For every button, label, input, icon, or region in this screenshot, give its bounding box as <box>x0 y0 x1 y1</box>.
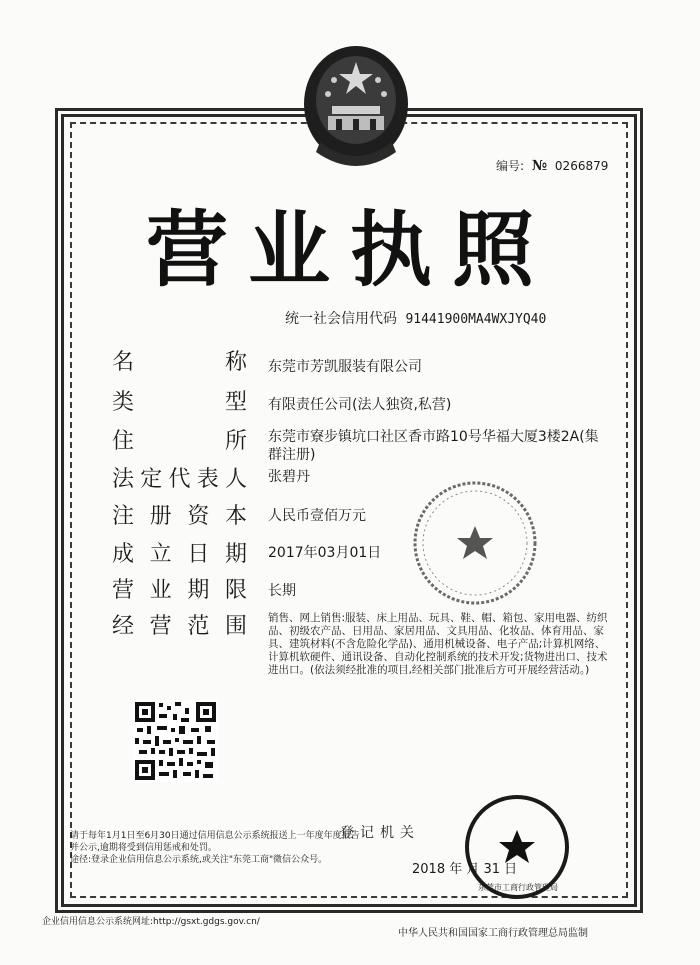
label-char: 成 <box>112 542 135 567</box>
field-label-address <box>112 424 247 455</box>
field-label-term <box>112 573 247 604</box>
label-char: 类 <box>112 390 135 415</box>
qr-code-icon <box>133 700 218 782</box>
notice-line-1: 请于每年1月1日至6月30日通过信用信息公示系统报送上一年度年度报告并公示,逾期将受到信用惩戒和处罚。 <box>70 831 360 853</box>
registration-authority: 登记机关 <box>340 825 420 841</box>
field-label-scope <box>112 609 247 640</box>
notice-line-2: 途径:登录企业信用信息公示系统,或关注"东莞工商"微信公众号。 <box>70 855 328 865</box>
credit-code-label: 统一社会信用代码 <box>285 311 397 327</box>
label-char: 住 <box>112 429 135 454</box>
credit-code <box>285 308 546 328</box>
label-char: 称 <box>224 350 247 375</box>
field-value-scope: 销售、网上销售:服装、床上用品、玩具、鞋、帽、箱包、家用电器、纺织品、初级农产品、日用品、家居用品、文具用品、化妆品、体育用品、家具、建筑材料(不含危险化学品)、通用机械设备、电子产品;计算机网络、计算机软硬件、通讯设备、自动化控制系统的技术开发;货物进出口、技术进出口。(依法须经批准的项目,经相关部门批准后方可开展经营活动。) <box>268 612 608 676</box>
registration-date: 2018 年 月 31 日 <box>412 862 518 877</box>
label-char: 限 <box>224 578 247 603</box>
serial-label: 编号: <box>496 159 525 173</box>
official-seal-text: 东莞市工商行政管理局 <box>478 883 558 892</box>
label-char: 定 <box>140 467 163 492</box>
field-label-established <box>112 537 247 568</box>
label-char: 立 <box>149 542 172 567</box>
field-value-term: 长期 <box>268 583 296 599</box>
field-value-name: 东莞市芳凯服装有限公司 <box>268 359 422 375</box>
serial-no-mark: № <box>531 158 548 174</box>
label-char: 所 <box>224 429 247 454</box>
label-char: 营 <box>112 578 135 603</box>
label-char: 代 <box>168 467 191 492</box>
credit-code-value: 91441900MA4WXJYQ40 <box>405 312 547 327</box>
field-label-legal-rep <box>112 462 247 493</box>
field-value-established: 2017年03月01日 <box>268 545 382 561</box>
company-seal-icon <box>410 478 540 608</box>
license-title: 营业执照 <box>145 202 554 298</box>
label-char: 表 <box>196 467 219 492</box>
field-label-capital <box>112 499 247 530</box>
label-char: 营 <box>149 614 172 639</box>
footer-url: 企业信用信息公示系统网址:http://gsxt.gdgs.gov.cn/ <box>42 917 260 927</box>
label-char: 本 <box>224 504 247 529</box>
field-value-address: 东莞市寮步镇坑口社区香市路10号华福大厦3楼2A(集群注册) <box>268 429 599 463</box>
serial-number <box>496 157 608 174</box>
label-char: 日 <box>187 542 210 567</box>
label-char: 业 <box>149 578 172 603</box>
field-value-legal-rep: 张碧丹 <box>268 469 310 485</box>
national-emblem-icon <box>300 42 412 172</box>
label-char: 型 <box>224 390 247 415</box>
label-char: 人 <box>224 467 247 492</box>
label-char: 册 <box>149 504 172 529</box>
serial-value: 0266879 <box>554 159 609 173</box>
label-char: 注 <box>112 504 135 529</box>
footer-issuer: 中华人民共和国国家工商行政管理总局监制 <box>398 928 588 939</box>
label-char: 围 <box>224 614 247 639</box>
field-label-type <box>112 385 247 416</box>
label-char: 范 <box>187 614 210 639</box>
field-value-type: 有限责任公司(法人独资,私营) <box>268 397 452 413</box>
field-label-name <box>112 345 247 376</box>
annual-report-notice <box>70 830 360 866</box>
field-value-capital: 人民币壹佰万元 <box>268 508 366 524</box>
label-char: 经 <box>112 614 135 639</box>
label-char: 期 <box>187 578 210 603</box>
label-char: 资 <box>187 504 210 529</box>
label-char: 期 <box>224 542 247 567</box>
label-char: 名 <box>112 350 135 375</box>
label-char: 法 <box>112 467 135 492</box>
